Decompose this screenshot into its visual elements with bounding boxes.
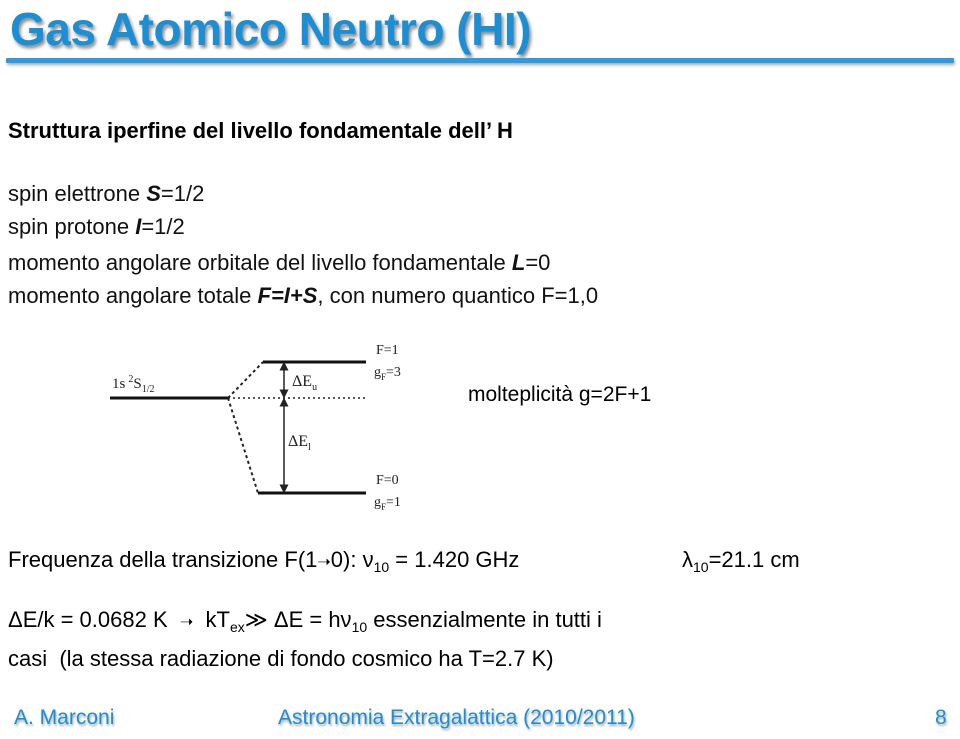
energy-line-continued: casi (la stessa radiazione di fondo cosmico ha T=2.7 K) [8,646,554,671]
frequency-prefix: Frequenza della transizione F(1 [8,547,318,572]
energy-prefix: ΔE/k = 0.0682 K [8,607,180,632]
energy-line [8,607,602,635]
spin-proton-symbol: I [135,214,142,239]
right-arrow-icon: ➝ [317,554,331,571]
orbital-value: =0 [525,250,551,275]
footer-author: A. Marconi [14,706,115,729]
spin-electron-symbol: S [146,181,161,206]
frequency-subscript: 10 [373,559,390,575]
hyperfine-diagram [108,336,428,516]
spin-electron-line [8,181,204,207]
orbital-momentum-line [8,250,550,276]
wavelength-value: =21.1 cm [708,547,800,572]
delta-eu-label: $\Delta E_u$ [292,373,318,393]
right-arrow-icon: ➝ [179,614,194,631]
total-prefix: momento angolare totale [8,283,258,308]
lambda-symbol: λ [682,547,693,572]
upper-f-label: F=1 [376,343,399,358]
orbital-symbol: L [511,250,526,275]
connector-lower [228,398,258,493]
lower-g-label: $g_F=1$ [374,495,401,512]
energy-ex-subscript: ex [229,619,245,635]
upper-g-label: $g_F=3$ [374,365,401,382]
lower-f-label: F=0 [376,473,399,488]
total-momentum-line [8,283,598,309]
title-underline [6,58,954,63]
ground-level-label: 1s $^2S_{1/2}$ [112,374,155,395]
spin-proton-value: =1/2 [141,214,185,239]
slide-title: Gas Atomico Neutro (HI) [10,3,531,55]
energy-kt: kT [193,607,230,632]
wavelength-line [682,547,800,575]
orbital-prefix: momento angolare orbitale del livello fondamentale [8,250,512,275]
spin-electron-prefix: spin elettrone [8,181,147,206]
frequency-mid: 0): ν [330,547,374,572]
footer-course: Astronomia Extragalattica (2010/2011) [278,706,635,729]
total-symbol: F=I+S [257,283,318,308]
page-number: 8 [935,706,947,729]
energy-comparison: ≫ ΔE = hν [244,607,352,632]
total-suffix: , con numero quantico F=1,0 [317,283,599,308]
frequency-line [8,547,519,575]
spin-proton-line [8,214,185,240]
spin-electron-value: =1/2 [160,181,205,206]
multiplicity-formula: molteplicità g=2F+1 [468,383,652,406]
energy-suffix: essenzialmente in tutti i [367,607,602,632]
frequency-value: = 1.420 GHz [389,547,520,572]
spin-proton-prefix: spin protone [8,214,136,239]
lambda-subscript: 10 [693,559,709,575]
energy-nu-subscript: 10 [351,619,368,635]
connector-upper [228,362,263,398]
delta-el-label: $\Delta E_l$ [288,433,311,453]
section-subtitle: Struttura iperfine del livello fondamentale dell’ H [8,118,513,143]
